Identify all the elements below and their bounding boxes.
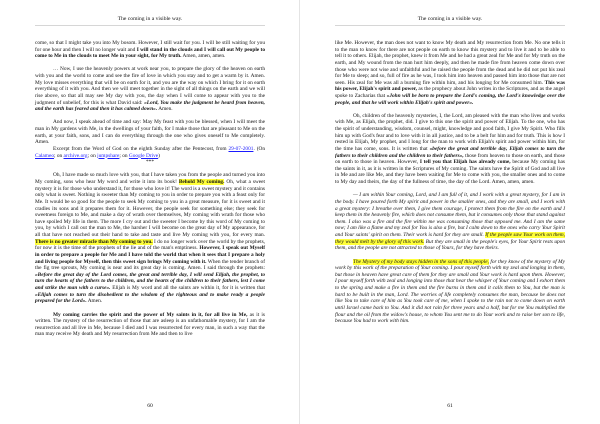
highlighted-bold-text: There is no greater miracle than My coming to you. [35, 238, 153, 245]
bold-italic-quote: «before the great and terrible day, Elijah comes to turn the fathers to their children and the children to their fathers», [335, 145, 565, 159]
link[interactable]: archive.org [63, 152, 88, 159]
header-rule [335, 25, 565, 26]
text-run: because My coming has the saints in it, as it is written in the Scriptures of My coming. The saints have the Spirit of God and all live in Me and are like Me, and they have been waiting for Me to come with you, the smaller ones and to come to My day and theirs, the day of the fullness of time, the day of the Lord. Amen, amen, amen. [335, 159, 565, 186]
running-header: The coming in a visible way. [417, 16, 483, 22]
text-run: Elijah is My word and all the saints are within it, for it is written that [110, 285, 265, 292]
page-right [300, 0, 600, 424]
bold-italic-quote: «Elijah comes to turn the disobedient to the wisdom of the righteous and to make ready a people prepared for the Lord». [35, 291, 265, 305]
text-run: Oh, what a sweet mystery it is for those who understand it, for those who love it! The word is a sweet mystery and it contains only what is sweet. Nothing is sweeter than My coming to you in order to prepare you with a feast only for Me. It would be so good for the people to seek My coming to you in a great measure, for it is sweet and it cradles its sons and it prepares them for it. However, the people seek for something else; they seek for sweetness foreign to Me, and make a day of wrath over themselves, My coming with wrath for those who have spoiled My life in them. The more I cry out and the sweeter I become by this word of My coming to you, by which I call out the man to Me, the harsher I will become on the great day of My appearance, for all that have not reached out their hand to take and taste and live My coming with you, for every man. [35, 179, 265, 239]
bold-text: This was his power, Elijah's spirit and power, [335, 79, 565, 93]
paragraph [35, 146, 265, 159]
page-divider [299, 0, 300, 424]
bold-italic-quote: «Before the great day of the Lord comes, the great and terrible day, I will send Elijah, the prophet, to turn the hearts of the fathers to the children, and the hearts of the children to their fathers, lest I come and strike the man with a curse». [35, 271, 265, 292]
text-run: Amen. [157, 106, 173, 113]
text-run: I do no longer work over the world by the prophets, for now it is the time of the prophets of the lie and of the man's emptiness. [35, 238, 266, 252]
text-run: Amen. [86, 298, 103, 305]
running-header: The coming in a visible way. [117, 16, 183, 22]
page-number: 60 [147, 403, 153, 409]
highlighted-italic-text: If the people saw Your work on them, they would melt by the glory of this work. [335, 232, 565, 245]
bold-text: However, I speak out Myself in order to prepare a people for Me and I have told the world that when it sees that I prepare a holy and living people for Myself, then this sweet sign brings My coming with it. [35, 245, 265, 265]
bold-italic-quote: «Lord, You make the judgment be heard from heaven, and the earth has feared and then it has calmed down». [35, 99, 265, 113]
paragraph [35, 66, 265, 112]
page-number: 61 [447, 403, 453, 409]
bold-text: I tell you that Elijah has already come, [419, 159, 511, 166]
highlighted-text: The Mystery of my body stays hidden in the sons of this people, [353, 258, 489, 265]
text-run: as the prophecy about John writes in the Scriptures, and as the angel spoke to Zacharias that [335, 86, 565, 99]
page-body [335, 40, 565, 331]
paragraph [335, 40, 565, 106]
link[interactable]: 29-07-2001 [228, 145, 254, 152]
text-run: When the tender branch of the fig tree sprouts, My coming is near and its great day is coming. Amen. I said through the prophets: [35, 258, 265, 272]
link[interactable]: Google Drive [128, 152, 159, 159]
link[interactable]: jumpshare [97, 152, 120, 159]
paragraph [35, 172, 265, 305]
text-run: those from heaven to those on earth, and those on earth to those in heaven. However, [335, 152, 565, 166]
paragraph [35, 312, 265, 339]
page-body [35, 40, 265, 345]
text-run: as it is written. The mystery of the resurrection of those that are asleep is an unfathomable mystery, for I am the resurrection and all live in Me, because I died and I was resurrected for every man, in such a way that the man may receive My death and My resurrection from Me and then to live [35, 311, 265, 338]
bold-text: I will stand in the clouds and I will call out My people to come to Me in the clouds to meet Me in your sight, for My truth. [35, 46, 265, 60]
text-run: And now, I speak ahead of time and say: May My feast with you be blessed, when I will meet the man in My gardens with Me, in the dwellings of your faith, for I make those that are pleasant to Me on the earth, at your faith, sons, and I can do everything through the one who gives oneself to Me completely. Amen. [35, 119, 265, 146]
text-run: ; on [87, 152, 98, 159]
text-run: *** [145, 159, 154, 166]
paragraph [335, 113, 565, 186]
paragraph [335, 259, 565, 325]
paragraph [35, 40, 265, 60]
text-run: ) [158, 152, 160, 159]
text-run: — I am within Your coming, Lord, and I am full of it, and I work with a great mystery, for I am in the body. I have poured forth My spirit and power in the smaller ones, and they are small, and I work with a great mystery: I breathe over them, I give them courage, I protect them from the fire on the earth and I keep them in the heavenly fire, which does not consume them, but it consumes only those that stand against them. I also was a fire and the fire within me was consuming those that opposed me. And I am the same now; I am like a flame and my zeal for You is also a fire, but I calm down to the ones who carry Your Spirit and Your saints' spirit on them. Their work is hard for they are small. [335, 192, 565, 239]
text-run: . (On [253, 145, 266, 152]
paragraph [35, 159, 265, 166]
text-run: like Me. However, the man does not want to know My death and My resurrection from Me. No one tells it to the man to know for there are not people on earth to know this mystery and to live it and to be able to tell it to others. Elijah, the prophet, knew it from Me and he had a great zeal for Me and for My truth on the earth, and My wound from the man hurt him deeply, and then he made fire from heaven come down over those who were not wise and unfaithful and he raised the people from the dead and he did not put his zeal for Me to sleep; and so, full of fire as he was, I took him into heaven and passed him into those that are not seen. His zeal for Me was all a burning fire within him, and his longing for Me consumed him. [335, 40, 565, 86]
highlighted-bold-text: Behold My coming. [178, 179, 225, 186]
text-run: ; on [54, 152, 64, 159]
paragraph [335, 192, 565, 252]
text-run: … Now, I use the heavenly powers at work near you, to prepare the glory of the heaven on earth with you and the world to come and see the fire of love in which you stay and to get a warm by it. Amen. My love misses everything that will be on earth for it, and you are the way on which I bring for it on earth everything of it with you. And then we will meet together in the sight of all things on the earth and we will rise above, so that all may see My day with you, the day when I will come to appear with you to the judgment of unbelief, for this is what David said: [35, 66, 265, 106]
paragraph [35, 119, 265, 146]
link[interactable]: Calameo [35, 152, 54, 159]
bold-italic-quote: «John will be born to prepare the Lord's coming, the Lord's knowledge over the people, and that he will work within Elijah's spirit and power». [335, 93, 565, 106]
text-run: Oh, I have made so much love with you, that I have taken you from the people and turned you into My coming, sons who hear My word and write it into its book! [35, 172, 265, 186]
text-run: ; on [119, 152, 129, 159]
text-run: Amen, amen, amen. [181, 53, 226, 60]
text-run: Excerpt from the Word of God on the eighth Sunday after the Pentecost, from [53, 145, 229, 152]
bold-text: My coming carries the spirit and the power of My saints in it, for all live in Me, [53, 311, 248, 318]
text-run: Oh, children of the heavenly mysteries, I, the Lord, am pleased with the man who lives and works with Me, as Elijah, the prophet, did. I give to this one the spirit and power of Elijah. To the one, who has the spirit of understanding, wisdom, counsel, might, knowledge and good faith, I give My Spirit. Who fills him up with God's fear and to love with it in all justice, and to be a belt for him and for truth. This is how I rested in Elijah, My prophet, and I long for the man to work with Elijah's spirit and power within him, for the time has come, sons. It is written that [335, 112, 565, 152]
text-run: But they are small in the people's eyes, for Your Spirit rests upon them, and the people are not attracted to those of Yours, for they have theirs. [335, 238, 566, 252]
text-run: for they know of the mystery of My work by this work of the preparation of Your coming. I pour myself forth with my zeal and longing in them, but those in heaven have great care of them for they are small and Your work is hard upon them. However, I pour myself forth with zeal and longing into those that hear the whisper of Your coming and I exhort them to the spring and make a fire in them and the fire burns in them and it calls them to You, but the man is hard to be built in the man, Lord. The worries of life completely consumes the man, because he does not like You to take care of him as You took care of me, when I spoke to the rain not to come down on earth until Israel came back to You. And it did not rain for three years and a half, but for me You multiplied the flour and the oil from the widow's house, to whom You sent me to do Your work and to raise her son to life, because You had to work with him. [335, 258, 565, 325]
header-rule [35, 25, 265, 26]
text-run: come, so that I might take you into My bosom. However, I still wait for you. I will be still waiting for you for one hour and then I will no longer wait and [35, 40, 265, 53]
